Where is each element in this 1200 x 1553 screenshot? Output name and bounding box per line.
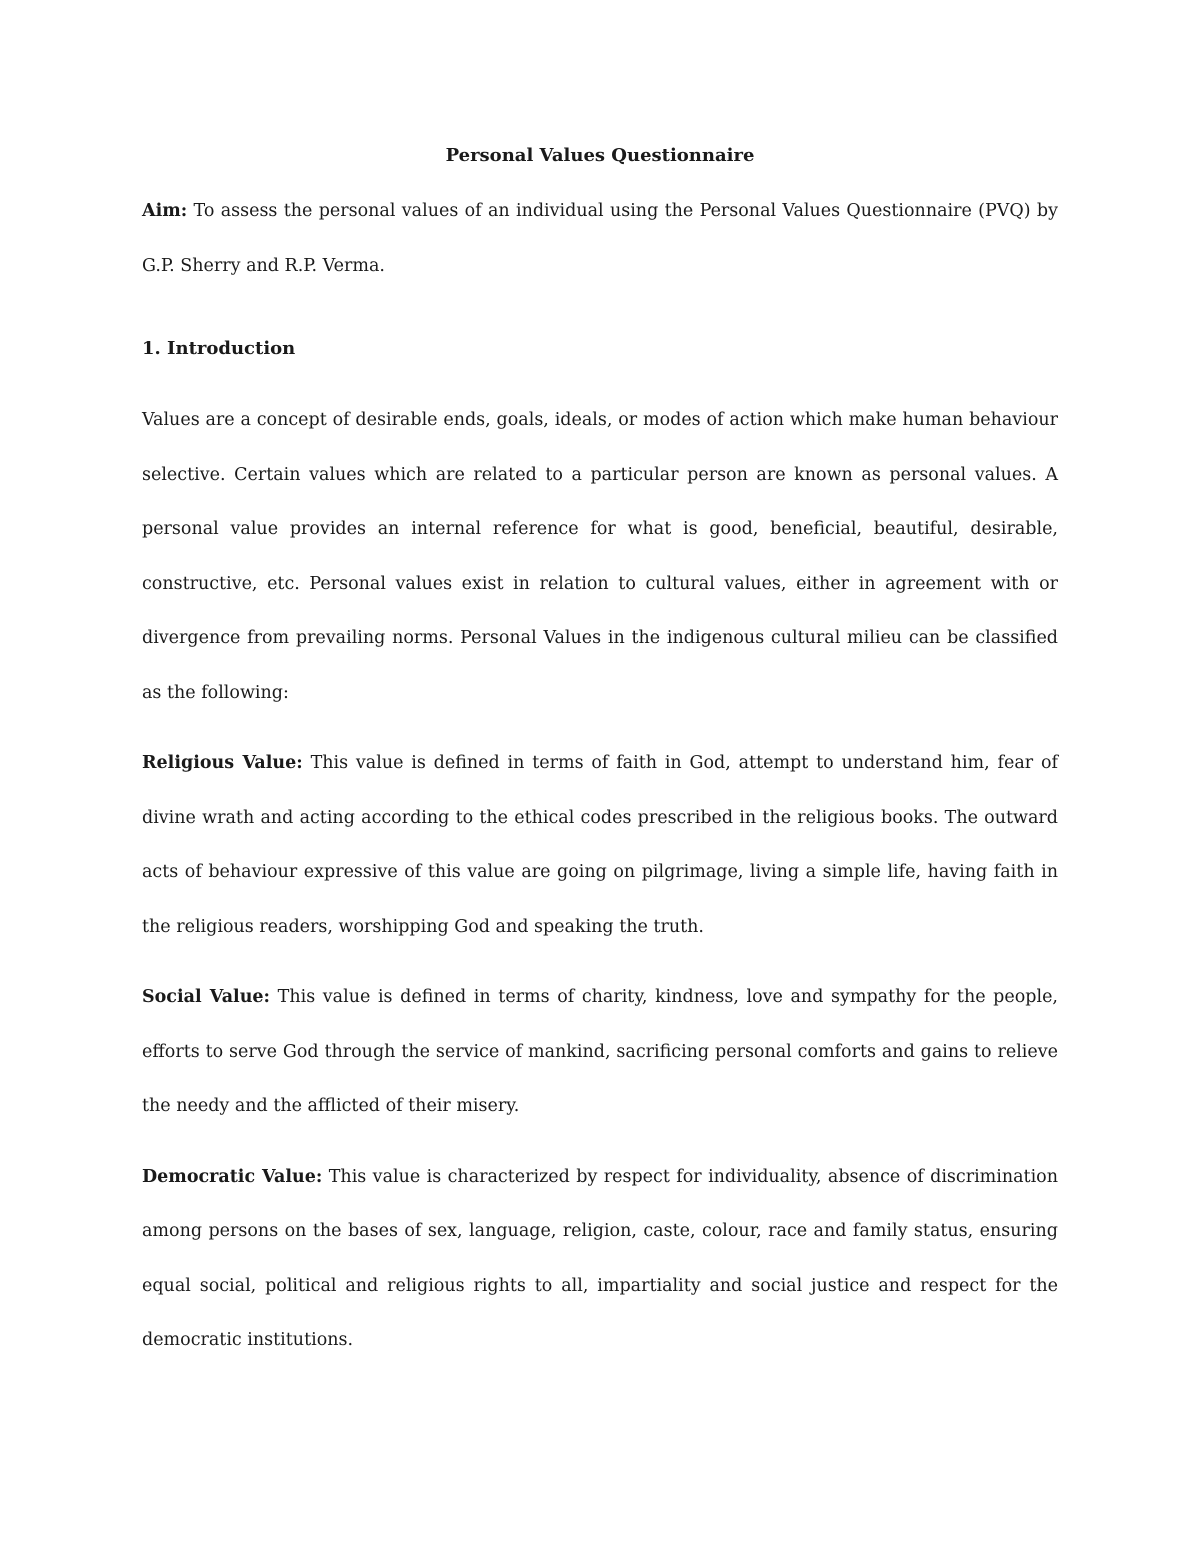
section-heading-introduction: 1. Introduction	[142, 338, 296, 359]
democratic-value-paragraph	[142, 1150, 1058, 1368]
document-page	[142, 142, 1058, 1396]
social-value-text: This value is defined in terms of charity, kindness, love and sympathy for the people, efforts to serve God through the service of mankind, sacrificing personal comforts and gains to relieve the needy and the afflicted of their misery.	[142, 987, 1058, 1116]
aim-label: Aim:	[142, 201, 188, 221]
religious-value-paragraph	[142, 736, 1058, 954]
democratic-value-text: This value is characterized by respect for individuality, absence of discrimination among persons on the bases of sex, language, religion, caste, colour, race and family status, ensuring equal social, political and religious rights to all, impartiality and social justice and respect for the democratic institutions.	[142, 1166, 1058, 1350]
document-title: Personal Values Questionnaire	[445, 145, 755, 166]
aim-text: To assess the personal values of an individual using the Personal Values Questionnaire (PVQ) by G.P. Sherry and R.P. Verma.	[142, 201, 1058, 276]
religious-value-label: Religious Value:	[142, 753, 303, 773]
aim-paragraph	[142, 184, 1058, 293]
social-value-label: Social Value:	[142, 987, 271, 1007]
social-value-paragraph	[142, 970, 1058, 1134]
democratic-value-label: Democratic Value:	[142, 1166, 323, 1187]
religious-value-text: This value is defined in terms of faith in God, attempt to understand him, fear of divine wrath and acting according to the ethical codes prescribed in the religious books. The outward acts of behaviour expressive of this value are going on pilgrimage, living a simple life, having faith in the religious readers, worshipping God and speaking the truth.	[142, 753, 1058, 937]
intro-paragraph: Values are a concept of desirable ends, goals, ideals, or modes of action which make human behaviour selective. Certain values which are related to a particular person are known as personal values. A personal value provides an internal reference for what is good, beneficial, beautiful, desirable, constructive, etc. Personal values exist in relation to cultural values, either in agreement with or divergence from prevailing norms. Personal Values in the indigenous cultural milieu can be classified as the following:	[142, 410, 1058, 703]
